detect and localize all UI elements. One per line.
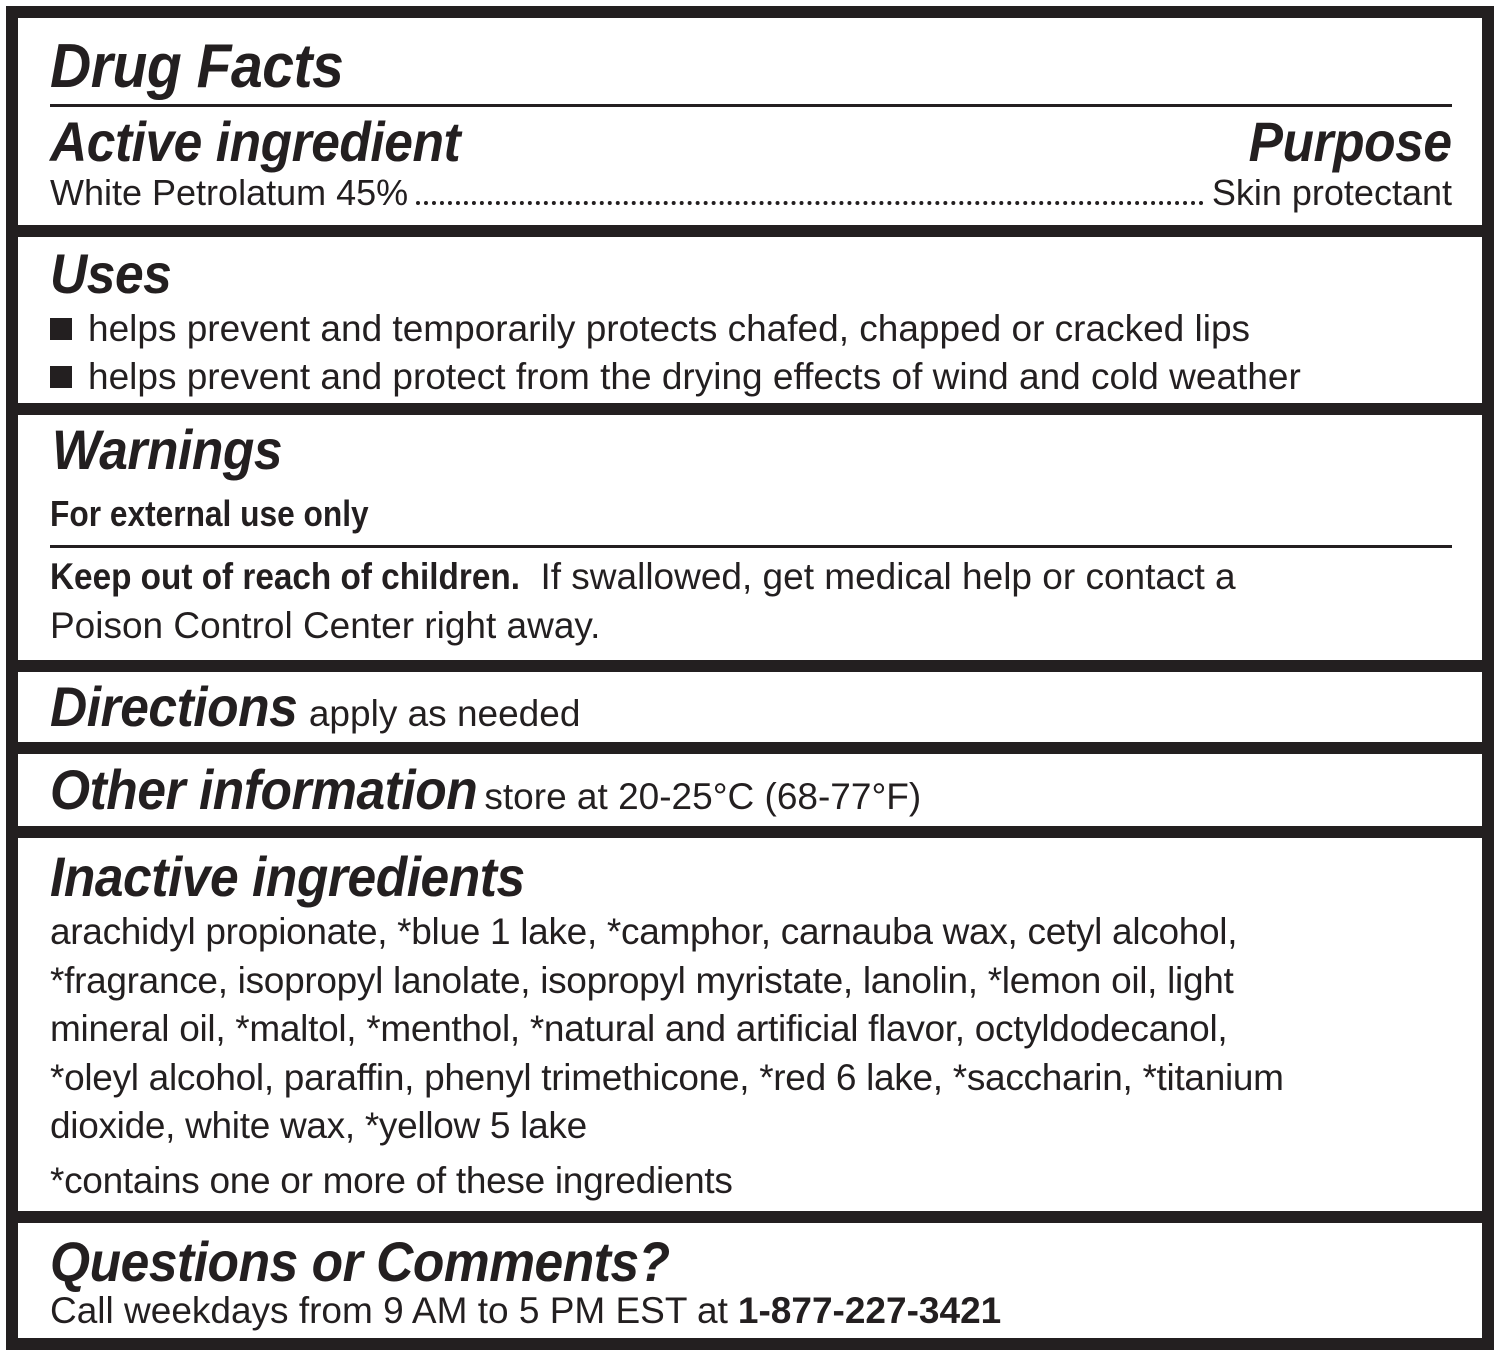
bullet-square-icon — [50, 318, 72, 340]
inactive-ingredients-section — [18, 838, 1482, 1211]
keep-out-of-reach-bold: Keep out of reach of children. — [50, 556, 520, 597]
other-information-section — [18, 754, 1482, 826]
storage-text: store at 20-25°C (68-77°F) — [484, 776, 922, 817]
active-ingredient-name: White Petrolatum 45% — [50, 172, 409, 213]
warnings-divider — [50, 545, 1452, 548]
inactive-ingredients-heading: Inactive ingredients — [50, 845, 525, 908]
page-title: Drug Facts — [50, 32, 344, 101]
questions-section — [18, 1223, 1482, 1338]
directions-heading: Directions — [50, 675, 298, 738]
keep-out-of-reach-warning: Keep out of reach of children. If swallowed, get medical help or contact a — [50, 553, 1236, 601]
bullet-square-icon — [50, 366, 72, 388]
active-ingredient-purpose: Skin protectant — [1211, 172, 1452, 213]
ingredient-line: *fragrance, isopropyl lanolate, isopropyl myristate, lanolin, *lemon oil, light — [50, 959, 1234, 1001]
warnings-section — [18, 415, 1482, 660]
list-item: helps prevent and temporarily protects chafed, chapped or cracked lips — [50, 305, 1452, 353]
active-ingredient-section — [18, 18, 1482, 225]
keep-out-of-reach-continued: Poison Control Center right away. — [50, 605, 601, 646]
directions-section — [18, 672, 1482, 742]
active-ingredient-heading: Active ingredient — [50, 110, 461, 173]
ingredient-note: *contains one or more of these ingredients — [50, 1159, 733, 1201]
ingredient-line: arachidyl propionate, *blue 1 lake, *camphor, carnauba wax, cetyl alcohol, — [50, 911, 1238, 952]
uses-heading: Uses — [50, 242, 172, 305]
purpose-heading: Purpose — [1249, 110, 1452, 173]
title-divider — [50, 104, 1452, 107]
ingredient-line: dioxide, white wax, *yellow 5 lake — [50, 1105, 587, 1146]
ingredient-line: *oleyl alcohol, paraffin, phenyl trimethicone, *red 6 lake, *saccharin, *titanium — [50, 1056, 1284, 1098]
questions-text: Call weekdays from 9 AM to 5 PM EST at — [50, 1290, 728, 1331]
external-use-warning: For external use only — [50, 493, 369, 534]
other-information-heading: Other information — [50, 758, 478, 821]
ingredient-line: mineral oil, *maltol, *menthol, *natural and artificial flavor, octyldodecanol, — [50, 1008, 1228, 1049]
directions-text: apply as needed — [308, 693, 581, 734]
warnings-heading: Warnings — [52, 418, 283, 481]
list-item: helps prevent and protect from the drying effects of wind and cold weather — [50, 353, 1452, 401]
drug-facts-panel — [6, 6, 1494, 1350]
questions-heading: Questions or Comments? — [50, 1230, 670, 1293]
inactive-ingredients-list — [50, 908, 1452, 1151]
uses-section — [18, 237, 1482, 403]
dot-leader — [416, 201, 1204, 205]
phone-number[interactable]: 1-877-227-3421 — [737, 1290, 1002, 1331]
